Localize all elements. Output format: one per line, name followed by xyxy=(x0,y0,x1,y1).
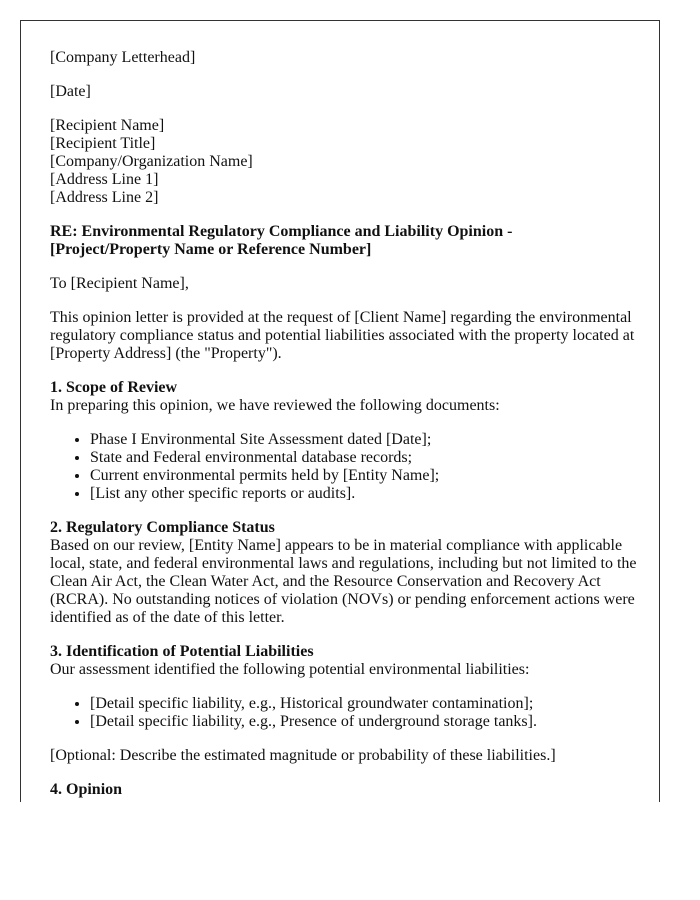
letter-date: [Date] xyxy=(50,83,91,100)
list-item: • Phase I Environmental Site Assessment dated [Date]; xyxy=(90,431,640,449)
section-potential-liabilities xyxy=(50,643,640,765)
section-heading: 4. Opinion xyxy=(50,781,123,798)
recipient-name: [Recipient Name] xyxy=(50,117,165,134)
letter-page xyxy=(20,20,660,802)
subject-line-2: [Project/Property Name or Reference Number] xyxy=(50,241,372,258)
address-line-2: [Address Line 2] xyxy=(50,189,159,206)
intro-paragraph: This opinion letter is provided at the request of [Client Name] regarding the environmental regulatory compliance status and potential liabilities associated with the property located at [Property Address] (the "Property"). xyxy=(50,309,635,362)
company-letterhead: [Company Letterhead] xyxy=(50,49,196,66)
section-regulatory-compliance xyxy=(50,519,640,627)
salutation: To [Recipient Name], xyxy=(50,275,189,292)
section-body: Based on our review, [Entity Name] appears to be in material compliance with applicable local, state, and federal environmental laws and regulations, including but not limited to the Clean Air Act, the Clean Water Act, and the Resource Conservation and Recovery Act (RCRA). No outstanding notices of violation (NOVs) or pending enforcement actions were identified as of the date of this letter. xyxy=(50,537,637,626)
list-item: • Current environmental permits held by [Entity Name]; xyxy=(90,467,640,485)
section-body: Our assessment identified the following potential environmental liabilities: xyxy=(50,661,530,678)
subject-line-1: RE: Environmental Regulatory Compliance and Liability Opinion - xyxy=(50,223,513,240)
list-item: • [Detail specific liability, e.g., Historical groundwater contamination]; xyxy=(90,695,640,713)
letter-content xyxy=(50,49,640,799)
section-body: In preparing this opinion, we have reviewed the following documents: xyxy=(50,397,500,414)
section-heading: 2. Regulatory Compliance Status xyxy=(50,519,275,536)
section-heading: 1. Scope of Review xyxy=(50,379,178,396)
address-line-1: [Address Line 1] xyxy=(50,171,159,188)
section-opinion xyxy=(50,781,640,799)
list-item: • State and Federal environmental database records; xyxy=(90,449,640,467)
recipient-organization: [Company/Organization Name] xyxy=(50,153,253,170)
list-item: • [List any other specific reports or audits]. xyxy=(90,485,640,503)
list-item: • [Detail specific liability, e.g., Presence of underground storage tanks]. xyxy=(90,713,640,731)
section-heading: 3. Identification of Potential Liabilities xyxy=(50,643,314,660)
liabilities-list xyxy=(50,695,640,731)
documents-list xyxy=(50,431,640,503)
optional-note: [Optional: Describe the estimated magnitude or probability of these liabilities.] xyxy=(50,747,556,764)
recipient-block xyxy=(50,117,640,207)
subject-line xyxy=(50,223,640,259)
section-scope-of-review xyxy=(50,379,640,503)
recipient-title: [Recipient Title] xyxy=(50,135,156,152)
